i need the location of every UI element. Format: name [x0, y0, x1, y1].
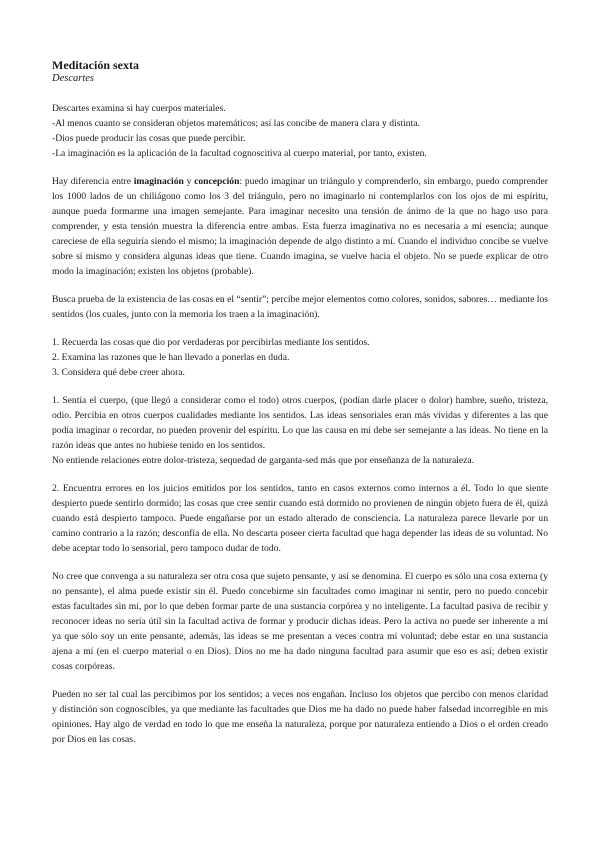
- nature-paragraph: No cree que convenga a su naturaleza ser otra cosa que sujeto pensante, y así se denomina. El cuerpo es sólo una cosa externa (y no pensante), el alma puede existir sin él. Puedo concebirme sin facultades como imaginar ni sentir, pero no puedo concebir estas facultades sin mí, por lo que deben formar parte de una sustancia corpórea y no inteligente. La facultad pasiva de recibir y reconocer ideas no sería útil sin la facultad activa de formar y producir dichas ideas. Pero la activa no puede ser inherente a mí ya que sólo soy un ente pensante, además, las ideas se me presentan a veces contra mi voluntad; debe estar en una sustancia ajena a mí (en el cuerpo material o en Dios). Dios no me ha dado ninguna facultad para asumir que eso es así; deben existir cosas corpóreas.: [52, 571, 548, 672]
- steps-list: [52, 335, 548, 380]
- list-item: 1. Recuerda las cosas que dio por verdaderas por percibirlas mediante los sentidos.: [52, 337, 370, 348]
- final-paragraph: Pueden no ser tal cual las percibimos por los sentidos; a veces nos engañan. Incluso los objetos que percibo con menos claridad y distinción son cognoscibles, ya que mediante las facultades que Dios me ha dado no puede haber falsedad incorregible en mis opiniones. Hay algo de verdad en todo lo que me enseña la naturaleza, porque por naturaleza entiendo a Dios o el orden creado por Dios en las cosas.: [52, 689, 548, 745]
- list-item: 2. Examina las razones que le han llevado a ponerlas en duda.: [52, 352, 290, 363]
- paragraph-text: Hay diferencia entre: [52, 176, 134, 187]
- paragraph-text: y: [183, 176, 195, 187]
- step2-paragraph: 2. Encuentra errores en los juicios emitidos por los sentidos, tanto en casos externos como internos a él. Todo lo que siente despierto puede sentirlo dormido; las cosas que cree sentir cuando está dormido no provienen de ningún objeto fuera de él, quizá cuando está despierto tampoco. Puede engañarse por un estado alterado de consciencia. La naturaleza parece llevarle por un camino contrario a la razón; desconfía de ella. No descarta poseer cierta facultad que haga depender las ideas de su voluntad. No debe aceptar todo lo sensorial, pero tampoco dudar de todo.: [52, 483, 548, 554]
- bold-term-concepcion: concepción: [194, 176, 240, 187]
- step1-paragraph: 1. Sentía el cuerpo, (que llegó a considerar como el todo) otros cuerpos, (podían darle placer o dolor) hambre, sueño, tristeza, odio. Percibía en otros cuerpos cualidades mediante los sentidos. Las ideas sensoriales eran más vívidas y diferentes a las que podía imaginar o recordar, no pueden provenir del espíritu. Lo que las causa en mí debe ser semejante a las ideas. No tiene en la razón ideas que antes no hubiese tenido en los sentidos.: [52, 395, 548, 451]
- paragraph-text: : puedo imaginar un triángulo y comprenderlo, sin embargo, puedo comprender los 1000 lados de un chiliágono como los 3 del triángulo, pero no imaginarlo ni contemplarlos con los ojos de mi espíritu, aunque pueda formarme una imagen semejante. Para imaginar necesito una tensión de ánimo de la que no hago uso para comprender, y esta tensión muestra la diferencia entre ambas. Esta fuerza imaginativa no es necesaria a mi esencia; aunque careciese de ella seguiría siendo el mismo; la imaginación depende de algo distinto a mí. Cuando el individuo concibe se vuelve sobre sí mismo y considera algunas ideas que tiene. Cuando imagina, se vuelve hacia el objeto. No se puede explicar de otro modo la imaginación; existen los objetos (probable).: [52, 176, 549, 277]
- imagination-paragraph: [52, 174, 548, 279]
- intro-point: -Dios puede producir las cosas que puede percibir.: [52, 133, 246, 144]
- intro-section: [52, 101, 548, 161]
- step1-section: [52, 393, 548, 468]
- intro-lead: Descartes examina si hay cuerpos materiales.: [52, 103, 226, 114]
- step1-note: No entiende relaciones entre dolor-tristeza, sequedad de garganta-sed más que por enseñanza de la naturaleza.: [52, 455, 475, 466]
- intro-point: -La imaginación es la aplicación de la facultad cognoscitiva al cuerpo material, por tanto, existen.: [52, 148, 427, 159]
- list-item: 3. Considera qué debe creer ahora.: [52, 367, 185, 378]
- document-title: Meditación sexta: [52, 58, 139, 72]
- intro-point: -Al menos cuanto se consideran objetos matemáticos; así las concibe de manera clara y distinta.: [52, 118, 420, 129]
- bold-term-imaginacion: imaginación: [133, 176, 184, 187]
- document-author: Descartes: [52, 73, 94, 84]
- senses-paragraph: Busca prueba de la existencia de las cosas en el “sentir”; percibe mejor elementos como colores, sonidos, sabores… mediante los sentidos (los cuales, junto con la memoria los traen a la imaginación).: [52, 294, 548, 320]
